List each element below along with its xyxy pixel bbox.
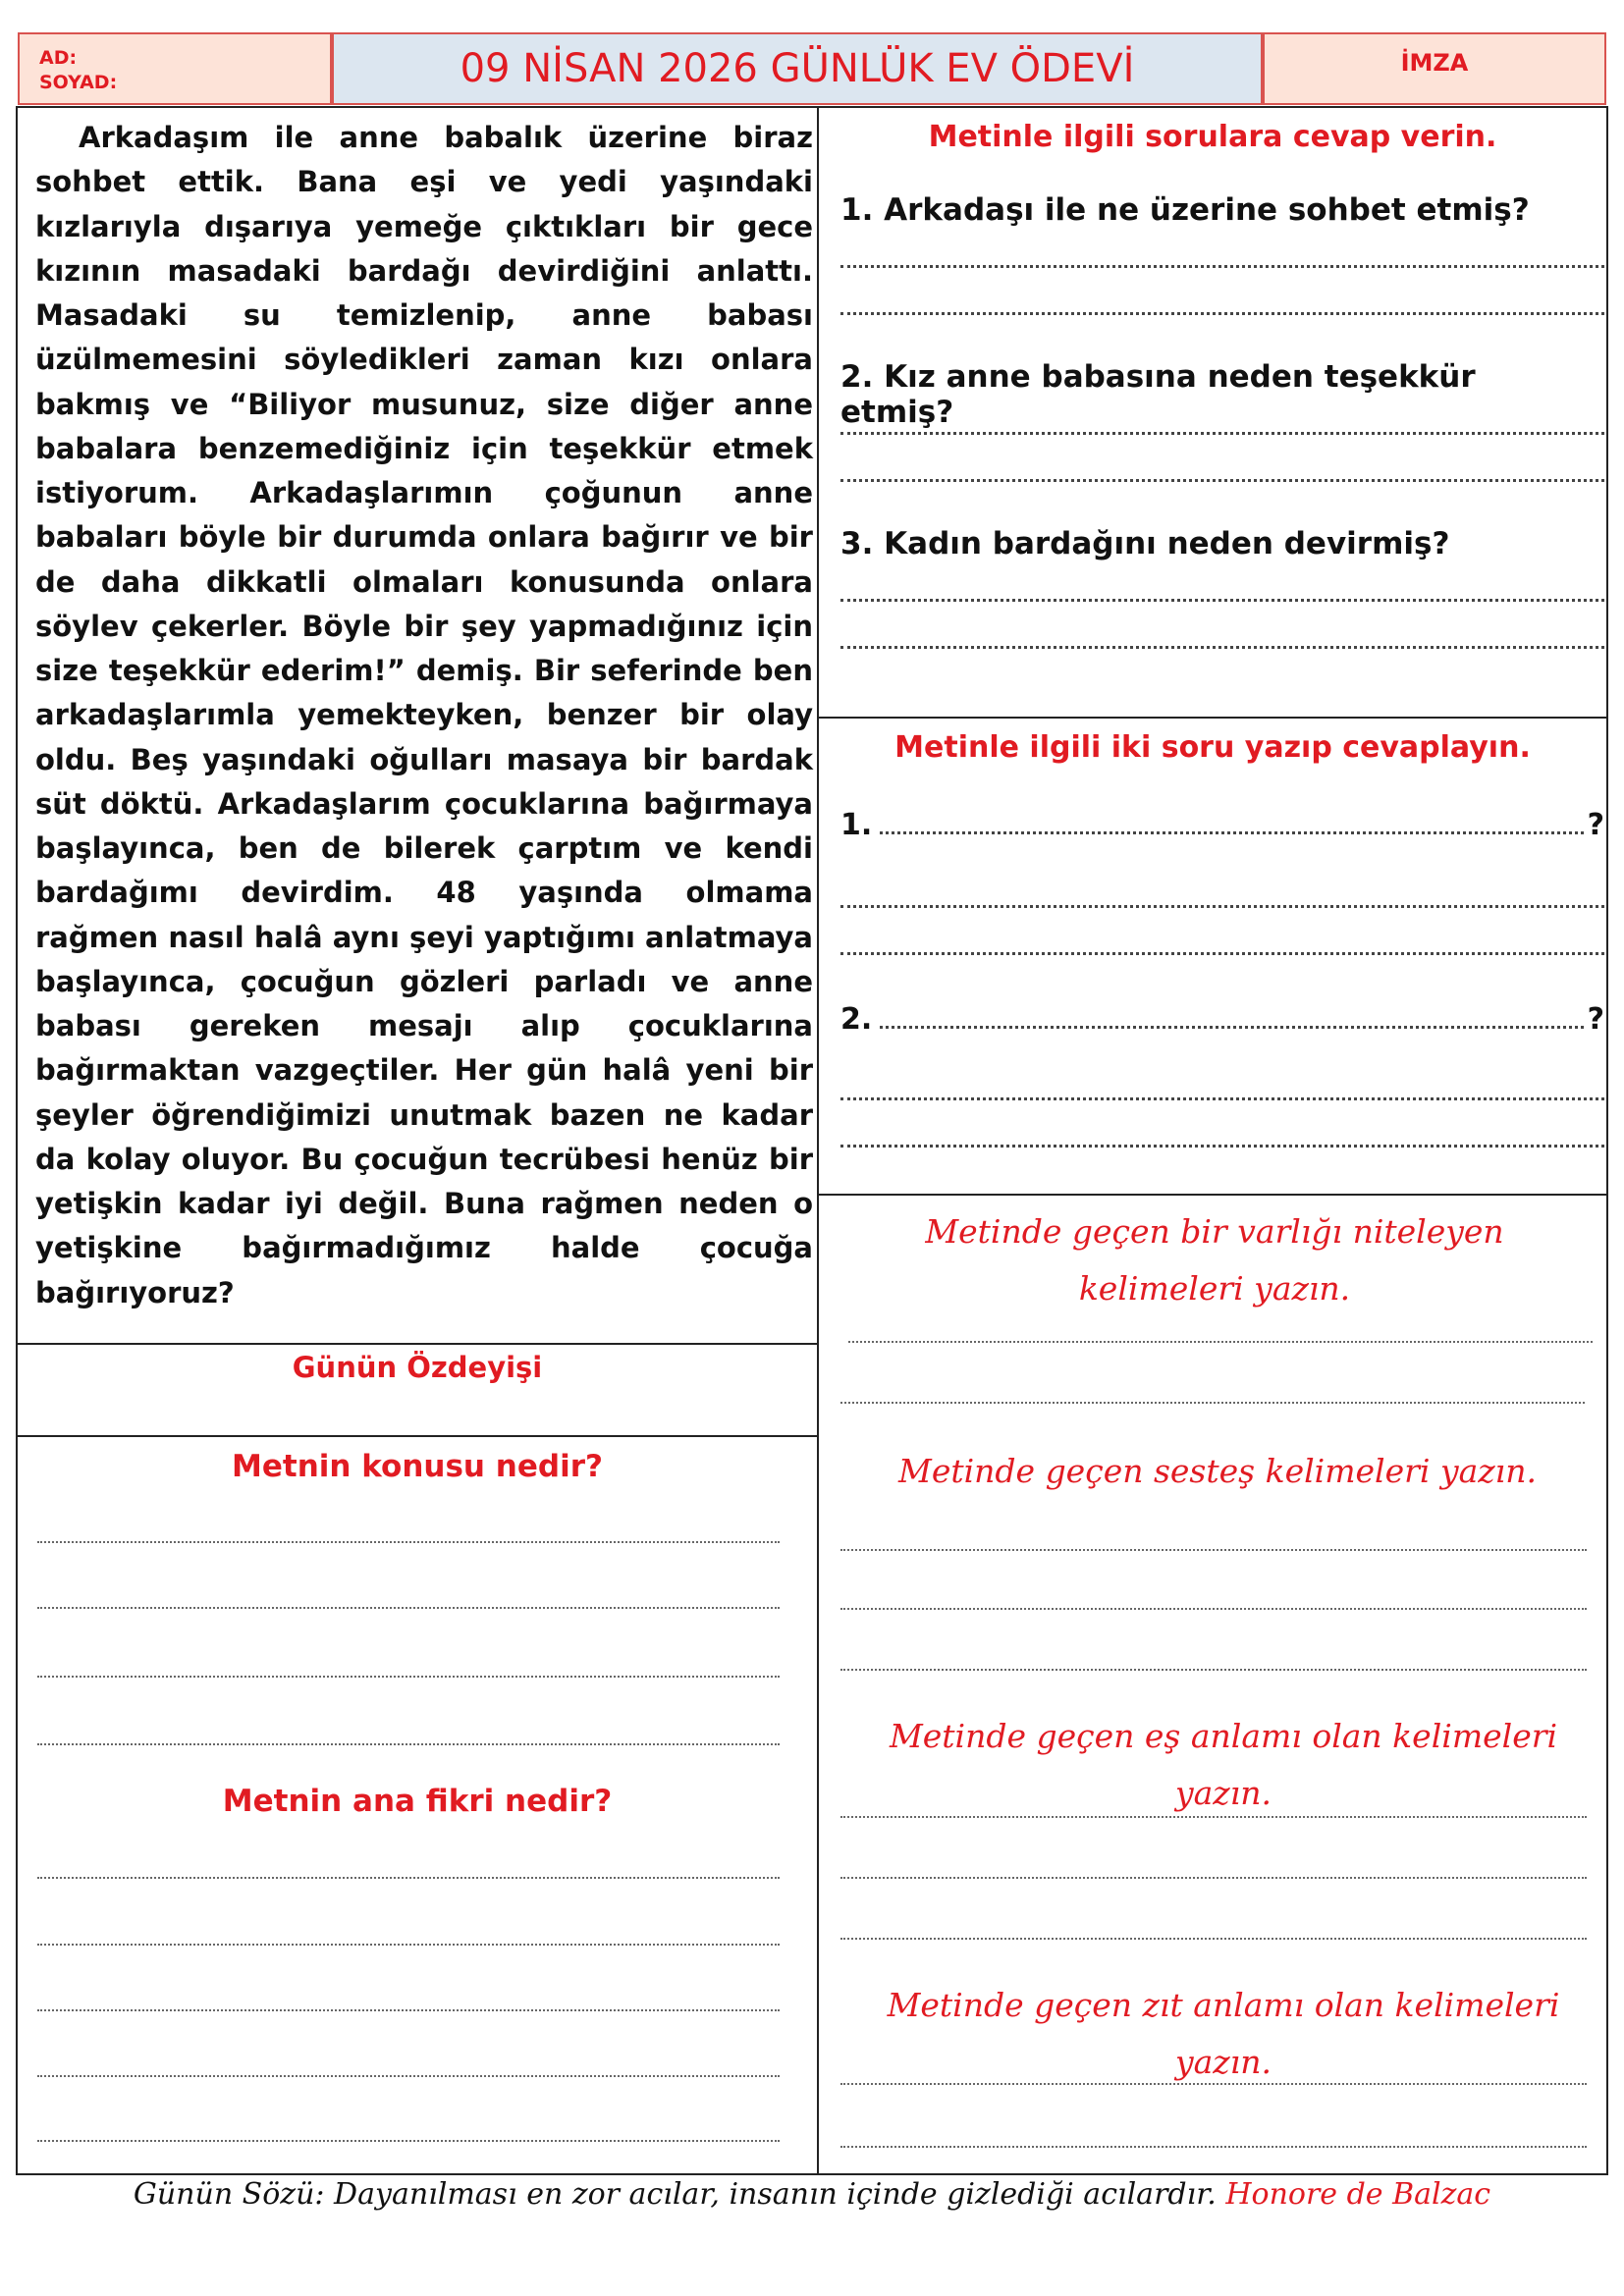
antonyms-line-1[interactable]	[840, 2083, 1587, 2085]
homonyms-title: Metinde geçen sesteş kelimeleri yazın.	[898, 1452, 1537, 1490]
quote-author: Honore de Balzac	[1225, 2177, 1491, 2212]
synonyms-line-3[interactable]	[840, 1938, 1587, 1940]
own-question-1-answer-line-2[interactable]	[840, 952, 1604, 955]
own-question-1-fill	[880, 831, 1583, 834]
own-question-2-line[interactable]	[840, 997, 1604, 1037]
question-2-answer-line-2[interactable]	[840, 479, 1604, 482]
signature-label: İMZA	[1400, 49, 1469, 77]
question-1-answer-line-2[interactable]	[840, 312, 1604, 315]
saying-title: Günün Özdeyişi	[292, 1351, 543, 1384]
divider-right-1	[817, 717, 1608, 719]
surname-label: SOYAD:	[39, 72, 118, 93]
homonyms-line-2[interactable]	[840, 1608, 1587, 1610]
question-3: 3. Kadın bardağını neden devirmiş?	[840, 526, 1450, 561]
synonyms-line-1[interactable]	[840, 1816, 1587, 1818]
question-3-answer-line-2[interactable]	[840, 646, 1604, 649]
name-surname-box[interactable]	[18, 32, 332, 105]
own-question-2-fill	[880, 1026, 1583, 1029]
question-2: 2. Kız anne babasına neden teşekkür etmiş?	[840, 359, 1476, 430]
question-2-answer-line-1[interactable]	[840, 432, 1604, 435]
divider-story-saying	[16, 1343, 819, 1345]
divider-saying-topic	[16, 1435, 819, 1437]
main-idea-answer-line-2[interactable]	[37, 1944, 780, 1946]
answer-questions-title: Metinle ilgili sorulara cevap verin.	[928, 120, 1497, 154]
main-idea-answer-line-1[interactable]	[37, 1877, 780, 1879]
homonyms-line-1[interactable]	[840, 1549, 1587, 1551]
divider-right-2	[817, 1194, 1608, 1196]
question-1-answer-line-1[interactable]	[840, 265, 1604, 268]
describing-words-line-1[interactable]	[848, 1341, 1593, 1343]
own-question-1-answer-line-1[interactable]	[840, 905, 1604, 908]
describing-words-title: Metinde geçen bir varlığı niteleyen kelimeleri yazın.	[925, 1212, 1504, 1308]
homonyms-line-3[interactable]	[840, 1669, 1587, 1671]
column-divider	[817, 106, 819, 2175]
own-question-2-answer-line-1[interactable]	[840, 1097, 1604, 1100]
topic-answer-line-3[interactable]	[37, 1676, 780, 1678]
quote-of-the-day	[0, 2177, 1624, 2212]
own-question-2-number: 2.	[840, 1002, 873, 1037]
own-question-2-mark: ?	[1587, 1002, 1604, 1037]
describing-words-line-2[interactable]	[840, 1402, 1585, 1404]
question-3-answer-line-1[interactable]	[840, 599, 1604, 602]
name-label: AD:	[39, 47, 78, 69]
story-paragraph: Arkadaşım ile anne babalık üzerine biraz sohbet ettik. Bana eşi ve yedi yaşındaki kızlarıyla dışarıya yemeğe çıktıkları bir gece kızının masadaki bardağı devirdiğini anlattı. Masadaki su temizlenip, anne babası üzülmemesini söyledikleri zaman kızı onlara bakmış ve “Biliyor musunuz, size diğer anne babalara benzemediğiniz için teşekkür etmek istiyorum. Arkadaşlarımın çoğunun anne babaları böyle bir durumda onlara bağırır ve bir de daha dikkatli olmaları konusunda onlara söylev çekerler. Böyle bir şey yapmadığınız için size teşekkür ederim!” demiş. Bir seferinde ben arkadaşlarımla yemekteyken, benzer bir olay oldu. Beş yaşındaki oğulları masaya bir bardak süt döktü. Arkadaşlarım çocuklarına bağırmaya başlayınca, ben de bilerek çarptım ve kendi bardağımı devirdim. 48 yaşında olmama rağmen nasıl halâ aynı şeyi yaptığımı anlatmaya başlayınca, çocuğun gözleri parladı ve anne babası gereken mesajı alıp çocuklarına bağırmaktan vazgeçtiler. Her gün halâ yeni bir şeyler öğrendiğimizi unutmak bazen ne kadar da kolay oluyor. Bu çocuğun tecrübesi henüz bir yetişkin kadar iyi değil. Buna rağmen neden o yetişkine bağırmadığımız halde çocuğa bağırıyoruz?	[35, 121, 813, 1309]
synonyms-title: Metinde geçen eş anlamı olan kelimeleri yazın.	[889, 1717, 1558, 1812]
own-question-2-answer-line-2[interactable]	[840, 1145, 1604, 1148]
question-1: 1. Arkadaşı ile ne üzerine sohbet etmiş?	[840, 192, 1530, 228]
page-title: 09 NİSAN 2026 GÜNLÜK EV ÖDEVİ	[332, 32, 1263, 105]
own-question-1-number: 1.	[840, 808, 873, 842]
own-question-1-line[interactable]	[840, 803, 1604, 842]
write-questions-title: Metinle ilgili iki soru yazıp cevaplayın.	[894, 730, 1531, 765]
main-idea-answer-line-3[interactable]	[37, 2009, 780, 2011]
topic-answer-line-4[interactable]	[37, 1743, 780, 1745]
topic-answer-line-2[interactable]	[37, 1607, 780, 1609]
quote-text: Günün Sözü: Dayanılması en zor acılar, insanın içinde gizlediği acılardır.	[133, 2177, 1217, 2212]
main-idea-answer-line-5[interactable]	[37, 2140, 780, 2142]
signature-box[interactable]	[1263, 32, 1606, 105]
main-idea-answer-line-4[interactable]	[37, 2075, 780, 2077]
main-idea-title: Metnin ana fikri nedir?	[222, 1784, 613, 1819]
topic-title: Metnin konusu nedir?	[232, 1449, 603, 1484]
reading-text	[35, 116, 813, 1315]
antonyms-title: Metinde geçen zıt anlamı olan kelimeleri yazın.	[887, 1986, 1560, 2081]
topic-answer-line-1[interactable]	[37, 1541, 780, 1543]
antonyms-line-2[interactable]	[840, 2146, 1587, 2148]
own-question-1-mark: ?	[1587, 808, 1604, 842]
synonyms-line-2[interactable]	[840, 1877, 1587, 1879]
